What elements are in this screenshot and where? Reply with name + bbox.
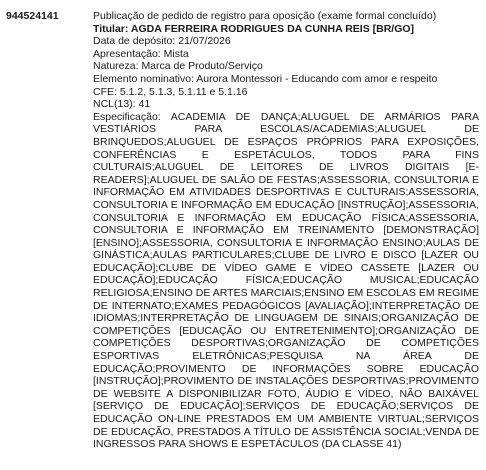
filing-date-line: Data de depósito: 21/07/2026	[93, 35, 231, 48]
presentation-line: Apresentação: Mista	[93, 47, 189, 60]
holder-line: Titular: AGDA FERREIRA RODRIGUES DA CUNHA REIS [BR/GO]	[93, 22, 415, 35]
specification-text: Especificação: ACADEMIA DE DANÇA;ALUGUEL DE ARMÁRIOS PARA VESTIÁRIOS PARA ESCOLAS/ACADEMIAS;ALUGUEL DE BRINQUEDOS;ALUGUEL DE ESPAÇOS PRÓPRIOS PARA EXPOSIÇÕES, CONFERÊNCIAS E ESPETÁCULOS, TODOS PARA FINS CULTURAIS;ALUGUEL DE LEITORES DE LIVROS DIGITAIS [E-READERS];ALUGUEL DE SALÃO DE FESTAS;ASSESSORIA, CONSULTORIA E INFORMAÇÃO EM ATIVIDADES DESPORTIVAS E CULTURAIS;ASSESSORIA, CONSULTORIA E INFORMAÇÃO EM EDUCAÇÃO [INSTRUÇÃO];ASSESSORIA, CONSULTORIA E INFORMAÇÃO EM EDUCAÇÃO FÍSICA;ASSESSORIA, CONSULTORIA E INFORMAÇÃO EM TREINAMENTO [DEMONSTRAÇÃO][ENSINO];ASSESSORIA, CONSULTORIA E INFORMAÇÃO ENSINO;AULAS DE GINÁSTICA;AULAS PARTICULARES;CLUBE DE LIVRO E DISCO [LAZER OU EDUCAÇÃO];CLUBE DE VÍDEO GAME E VÍDEO CASSETE [LAZER OU EDUCAÇÃO];EDUCAÇÃO FÍSICA;EDUCAÇÃO MUSICAL;EDUCAÇÃO RELIGIOSA;ENSINO DE ARTES MARCIAIS;ENSINO EM ESCOLAS EM REGIME DE INTERNATO;EXAMES PEDAGÓGICOS [AVALIAÇÃO];INTERPRETAÇÃO DE IDIOMAS;INTERPRETAÇÃO DE LINGUAGEM DE SINAIS;ORGANIZAÇÃO DE COMPETIÇÕES [EDUCAÇÃO OU ENTRETENIMENTO];ORGANIZAÇÃO DE COMPETIÇÕES DESPORTIVAS;ORGANIZAÇÃO DE COMPETIÇÕES ESPORTIVAS ELETRÔNICAS;PESQUISA NA ÁREA DE EDUCAÇÃO;PROVIMENTO DE INFORMAÇÕES SOBRE EDUCAÇÃO [INSTRUÇÃO];PROVIMENTO DE INSTALAÇÕES DESPORTIVAS;PROVIMENTO DE WEBSITE A DISPONIBILIZAR FOTO, ÁUDIO E VÍDEO, NÃO BAIXÁVEL [SERVIÇO DE EDUCAÇÃO];SERVIÇOS DE EDUCAÇÃO;SERVIÇOS DE EDUCAÇÃO ON-LINE PRESTADOS EM UM AMBIENTE VIRTUAL;SERVIÇOS DE EDUCAÇÃO, PRESTADOS A TÍTULO DE ASSISTÊNCIA SOCIAL;VENDA DE INGRESSOS PARA SHOWS E ESPETÁCULOS (DA CLASSE 41)	[93, 110, 479, 451]
nominative-element-line: Elemento nominativo: Aurora Montessori - Educando com amor e respeito	[93, 72, 438, 85]
nature-line: Natureza: Marca de Produto/Serviço	[93, 60, 263, 73]
record-details	[93, 10, 479, 451]
ncl-line: NCL(13): 41	[93, 98, 151, 111]
publication-type: Publicação de pedido de registro para oposição (exame formal concluído)	[93, 10, 437, 22]
cfe-line: CFE: 5.1.2, 5.1.3, 5.1.11 e 5.1.16	[93, 85, 248, 98]
process-number[interactable]: 944524141	[6, 10, 59, 22]
